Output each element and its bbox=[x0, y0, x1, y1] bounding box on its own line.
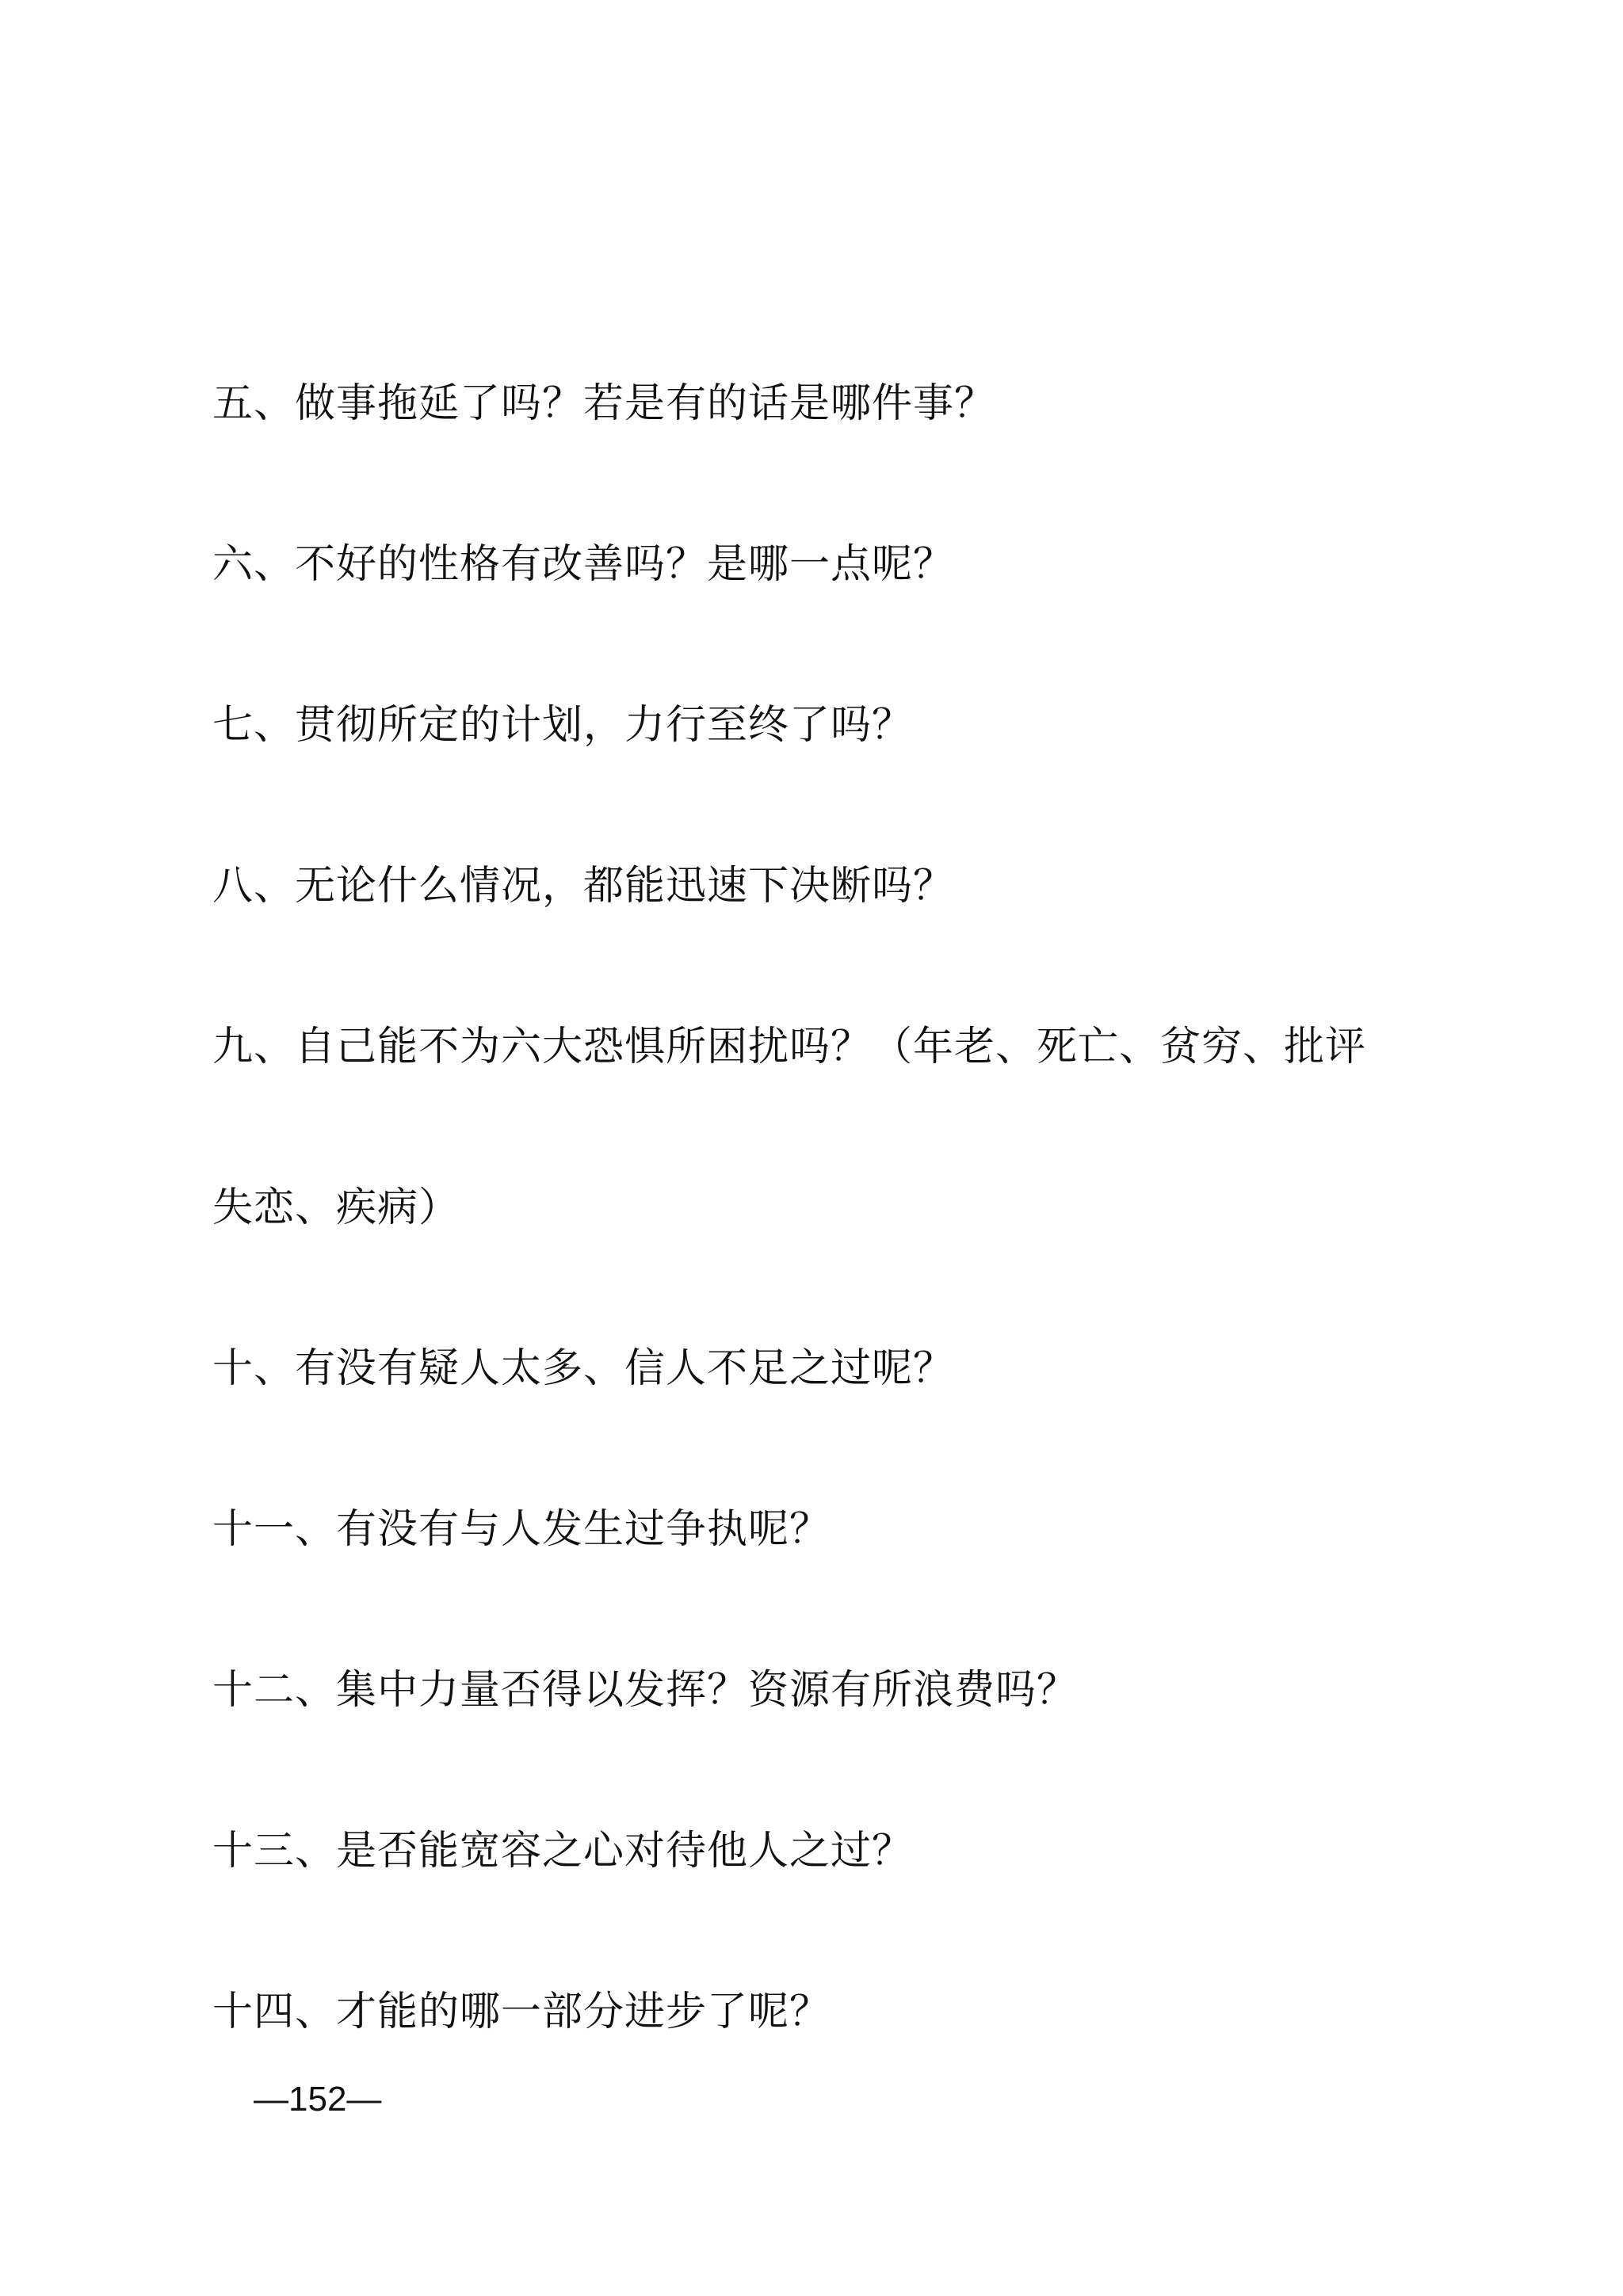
text-body bbox=[212, 323, 1449, 2092]
text-line: 十三、是否能宽容之心对待他人之过？ bbox=[212, 1828, 914, 1875]
page-number: —152— bbox=[254, 2080, 382, 2119]
text-line: 七、贯彻所定的计划，力行至终了吗？ bbox=[212, 702, 914, 749]
text-line: 十四、才能的哪一部分进步了呢？ bbox=[212, 1989, 831, 2035]
text-line: 失恋、疾病） bbox=[212, 1184, 460, 1231]
text-line: 十、有没有疑人太多、信人不足之过呢？ bbox=[212, 1345, 955, 1392]
text-line: 九、自己能不为六大恐惧所困扰吗？（年老、死亡、贫穷、批评 bbox=[212, 1024, 1367, 1070]
text-line: 十一、有没有与人发生过争执呢？ bbox=[212, 1506, 831, 1553]
text-line: 十二、集中力量否得以发挥？资源有所浪费吗？ bbox=[212, 1667, 1079, 1714]
text-line: 五、做事拖延了吗？若是有的话是哪件事？ bbox=[212, 380, 996, 427]
text-line: 六、不好的性格有改善吗？是哪一点呢？ bbox=[212, 541, 955, 588]
text-line: 八、无论什么情况，都能迅速下决断吗？ bbox=[212, 863, 955, 910]
